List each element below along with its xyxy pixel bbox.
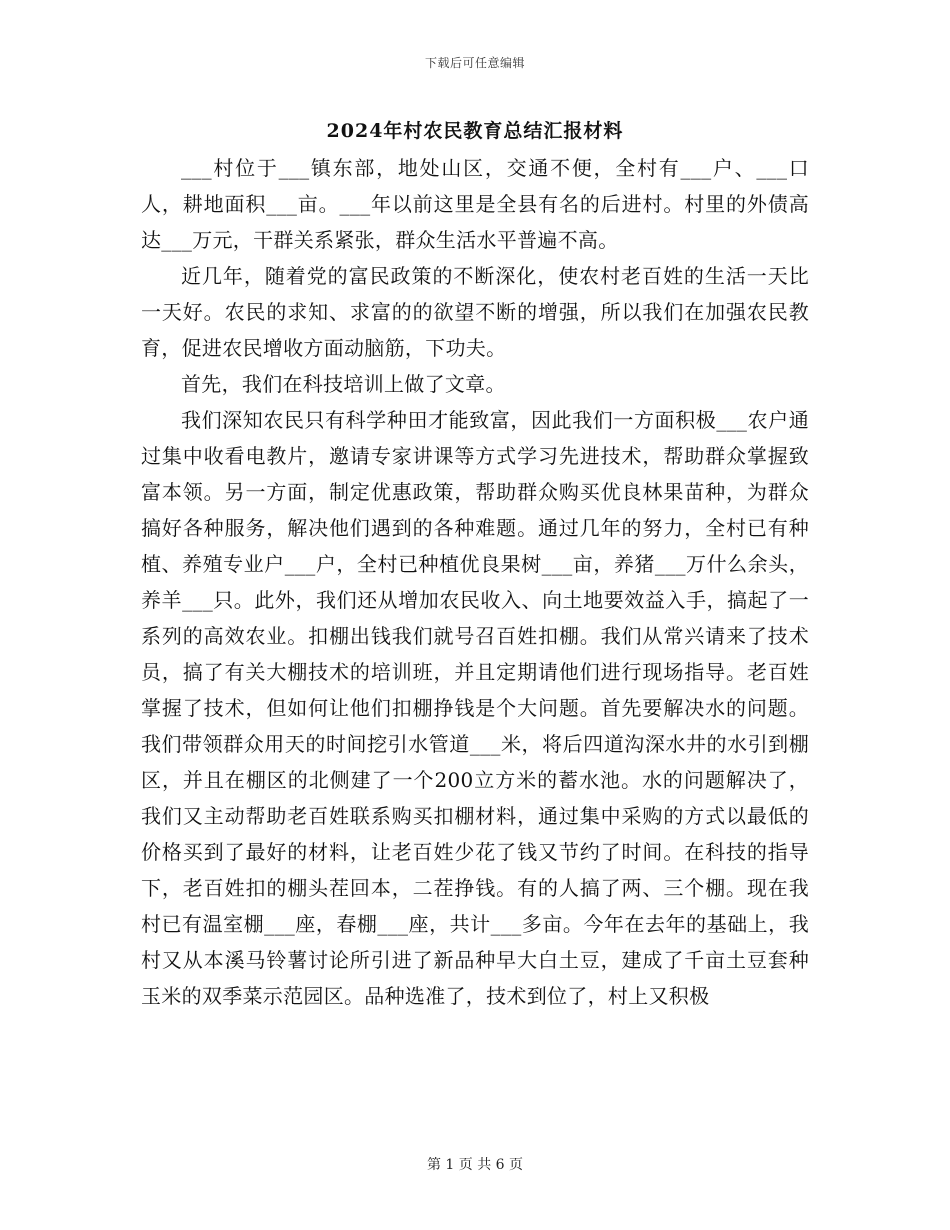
paragraph-intro: ___村位于___镇东部，地处山区，交通不便，全村有___户、___口人，耕地面积___亩。___年以前这里是全县有名的后进村。村里的外债高达___万元，干群关系紧张，群众生活水平普遍不高。: [141, 156, 809, 252]
paragraph-first: 首先，我们在科技培训上做了文章。: [181, 372, 506, 396]
document-title: 2024年村农民教育总结汇报材料: [326, 120, 624, 142]
header-note: 下载后可任意编辑: [424, 56, 525, 70]
paragraph-training: 我们深知农民只有科学种田才能致富，因此我们一方面积极___农户通过集中收看电教片，邀请专家讲课等方式学习先进技术，帮助群众掌握致富本领。另一方面，制定优惠政策，帮助群众购买优良林果苗种，为群众搞好各种服务，解决他们遇到的各种难题。通过几年的努力，全村已有种植、养殖专业户___户，全村已种植优良果树___亩，养猪___万什么余头，养羊___只。此外，我们还从增加农民收入、向土地要效益入手，搞起了一系列的高效农业。扣棚出钱我们就号召百姓扣棚。我们从常兴请来了技术员，搞了有关大棚技术的培训班，并且定期请他们进行现场指导。老百姓掌握了技术，但如何让他们扣棚挣钱是个大问题。首先要解决水的问题。我们带领群众用天的时间挖引水管道___米，将后四道沟深水井的水引到棚区，并且在棚区的北侧建了一个200立方米的蓄水池。水的问题解决了，我们又主动帮助老百姓联系购买扣棚材料，通过集中采购的方式以最低的价格买到了最好的材料，让老百姓少花了钱又节约了时间。在科技的指导下，老百姓扣的棚头茬回本，二茬挣钱。有的人搞了两、三个棚。现在我村已有温室棚___座，春棚___座，共计___多亩。今年在去年的基础上，我村又从本溪马铃薯讨论所引进了新品种早大白土豆，建成了千亩土豆套种玉米的双季菜示范园区。品种选准了，技术到位了，村上又积极: [141, 408, 809, 1008]
page-footer: 第 1 页 共 6 页: [426, 1157, 524, 1173]
paragraph-policy: 近几年，随着党的富民政策的不断深化，使农村老百姓的生活一天比一天好。农民的求知、求富的的欲望不断的增强，所以我们在加强农民教育，促进农民增收方面动脑筋，下功夫。: [141, 264, 809, 360]
document-body: [141, 150, 809, 1014]
